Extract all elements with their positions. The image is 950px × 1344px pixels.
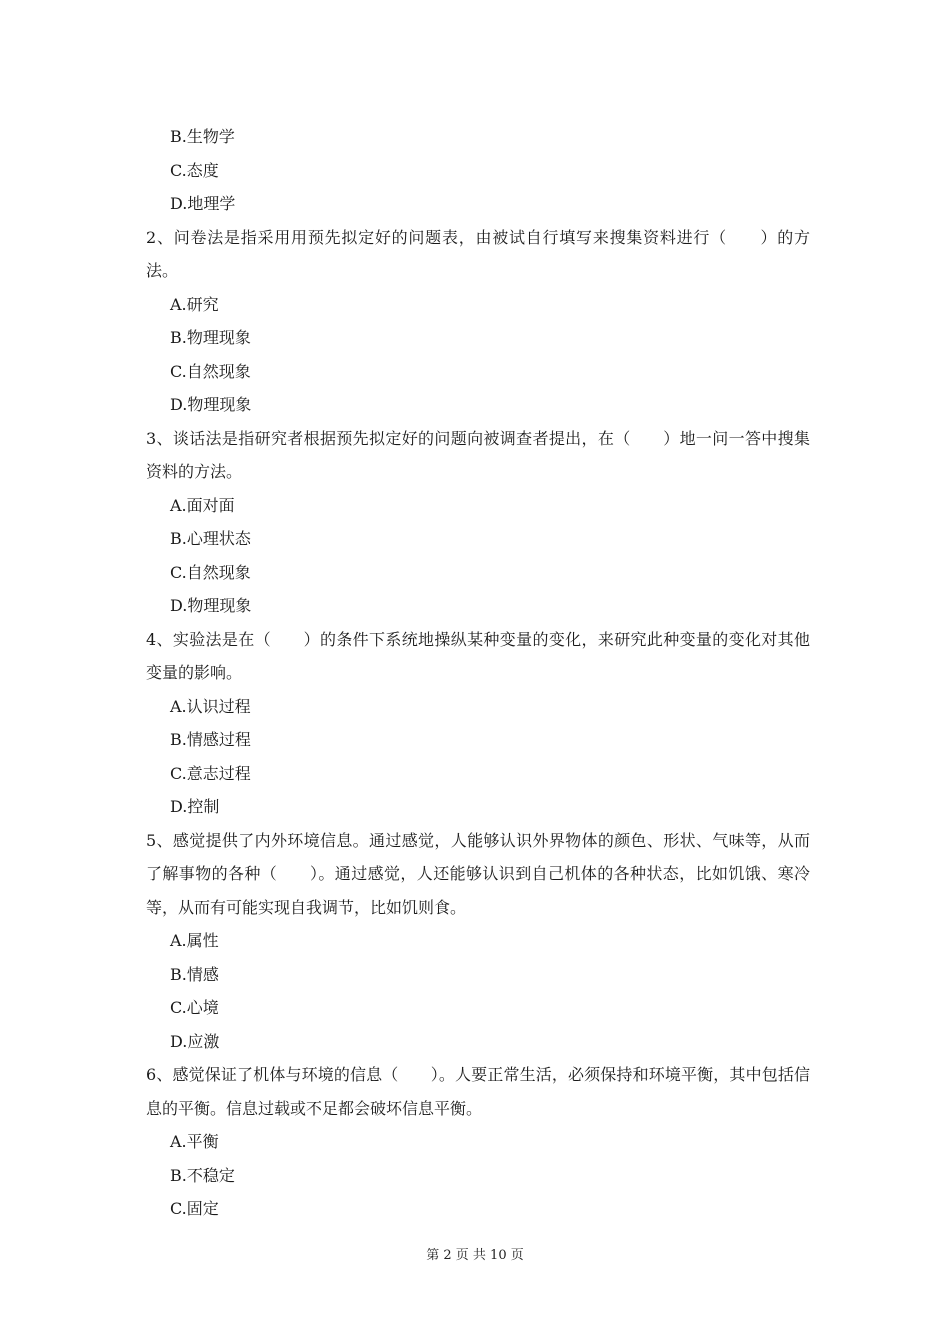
option: D.物理现象 bbox=[170, 395, 252, 414]
question-stem: 2、问卷法是指采用用预先拟定好的问题表，由被试自行填写来搜集资料进行（ ）的方法。 bbox=[146, 227, 810, 280]
question-3 bbox=[146, 422, 810, 623]
option: A.面对面 bbox=[170, 495, 235, 515]
option: B.生物学 bbox=[170, 127, 235, 146]
leading-options bbox=[146, 120, 810, 221]
question-stem: 5、感觉提供了内外环境信息。通过感觉，人能够认识外界物体的颜色、形状、气味等，从而了解事物的各种（ ）。通过感觉，人还能够认识到自己机体的各种状态，比如饥饿、寒冷等，从而有可能实现自我调节，比如饥则食。 bbox=[146, 830, 810, 917]
option: B.物理现象 bbox=[170, 328, 251, 347]
option: D.应激 bbox=[170, 1031, 220, 1051]
option: A.认识过程 bbox=[170, 696, 251, 716]
option: C.自然现象 bbox=[170, 562, 251, 582]
question-5 bbox=[146, 824, 810, 1059]
question-stem: 3、谈话法是指研究者根据预先拟定好的问题向被调查者提出，在（ ）地一问一答中搜集资料的方法。 bbox=[146, 428, 810, 481]
option: A.平衡 bbox=[170, 1132, 219, 1151]
question-4 bbox=[146, 623, 810, 824]
option: C.心境 bbox=[170, 998, 219, 1017]
option: A.研究 bbox=[170, 294, 219, 314]
question-6 bbox=[146, 1058, 810, 1226]
option: C.自然现象 bbox=[170, 361, 251, 381]
option: D.地理学 bbox=[170, 194, 236, 213]
option: C.态度 bbox=[170, 160, 219, 180]
option: D.控制 bbox=[170, 797, 220, 816]
option: C.固定 bbox=[170, 1199, 219, 1218]
option: B.心理状态 bbox=[170, 529, 251, 548]
question-stem: 6、感觉保证了机体与环境的信息（ ）。人要正常生活，必须保持和环境平衡，其中包括信息的平衡。信息过载或不足都会破坏信息平衡。 bbox=[146, 1065, 810, 1118]
option: B.不稳定 bbox=[170, 1165, 235, 1185]
question-stem: 4、实验法是在（ ）的条件下系统地操纵某种变量的变化，来研究此种变量的变化对其他变量的影响。 bbox=[146, 629, 810, 682]
option: B.情感 bbox=[170, 964, 219, 984]
page-footer: 第 2 页 共 10 页 bbox=[426, 1248, 524, 1263]
option: B.情感过程 bbox=[170, 730, 251, 749]
option: C.意志过程 bbox=[170, 763, 251, 783]
page-content bbox=[146, 120, 810, 1226]
option: A.属性 bbox=[170, 931, 219, 950]
option: D.物理现象 bbox=[170, 596, 252, 615]
question-2 bbox=[146, 221, 810, 422]
